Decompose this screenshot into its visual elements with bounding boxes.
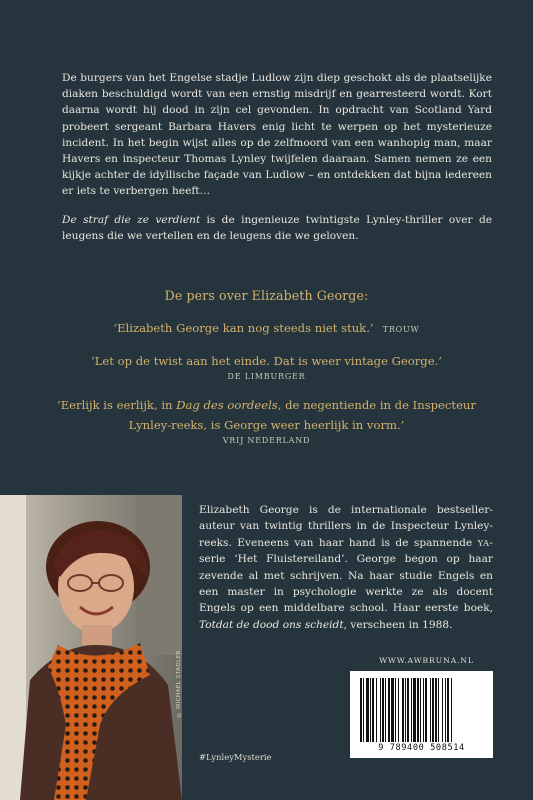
press-quote (40, 394, 493, 445)
hashtag: #LynleyMysterie (199, 752, 272, 762)
bio-text: , verscheen in 1988. (343, 618, 453, 631)
quote-source: VRIJ NEDERLAND (222, 436, 311, 445)
quote-source: DE LIMBURGER (227, 372, 306, 381)
quote-source: TROUW (382, 325, 420, 334)
synopsis-closing-text: is de ingenieuze twintigste Lynley-thriller over de leugens die we vertellen en de leugens die we geloven. (62, 213, 492, 242)
author-bio (199, 502, 493, 633)
quote-text: ‘Let op de twist aan het einde. Dat is weer vintage George.’ (91, 354, 442, 368)
press-quotes (40, 288, 493, 458)
bio-text: -serie ‘Het Fluistereiland’. George begon op haar zevende al met schrijven. Na haar studie Engels en een master in psychologie werkte ze als docent Engels op een middelbare school. Haar eerste boek, (199, 536, 493, 615)
press-heading: De pers over Elizabeth George: (164, 288, 369, 303)
isbn-barcode (350, 671, 493, 758)
bio-ya-abbrev: YA (477, 537, 490, 548)
press-quote (40, 317, 493, 337)
quoted-book-title: Dag des oordeels (176, 398, 278, 412)
synopsis (62, 70, 492, 256)
book-title: De straf die ze verdient (62, 213, 201, 226)
author-portrait-illustration (0, 495, 182, 800)
bio-text: Elizabeth George is de internationale bestseller-auteur van twintig thrillers in de Inspecteur Lynley-reeks. Eveneens van haar hand is de spannende (199, 504, 493, 549)
quote-text (57, 398, 476, 432)
publisher-website[interactable]: WWW.AWBRUNA.NL (379, 656, 474, 665)
first-book-title: Totdat de dood ons scheidt (199, 618, 344, 631)
quote-text-part: , de negentiende in de Inspecteur Lynley-reeks, is George weer heerlijk in vorm.’ (128, 398, 476, 432)
photo-credit: © MICHAEL STADLER (176, 650, 182, 718)
synopsis-closing (62, 212, 492, 244)
synopsis-paragraph: De burgers van het Engelse stadje Ludlow zijn diep geschokt als de plaatselijke diaken beschuldigd wordt van een ernstig misdrijf en gearresteerd wordt. Kort daarna wordt hij dood in zijn cel gevonden. In opdracht van Scotland Yard probeert sergeant Barbara Havers enig licht te werpen op het mysterieuze incident. In het begin wijst alles op de zelfmoord van een wanhopig man, maar Havers en inspecteur Thomas Lynley twijfelen daaraan. Samen nemen ze een kijkje achter de idyllische façade van Ludlow – en ontdekken dat bijna iedereen er iets te verbergen heeft… (62, 72, 492, 198)
press-quote (40, 350, 493, 381)
barcode-bars (360, 678, 483, 742)
author-photo (0, 495, 182, 800)
quote-text-part: ‘Eerlijk is eerlijk, in (57, 398, 177, 412)
isbn-number: 9 789400 508514 (378, 743, 465, 753)
quote-text: ‘Elizabeth George kan nog steeds niet stuk.’ (113, 321, 374, 335)
